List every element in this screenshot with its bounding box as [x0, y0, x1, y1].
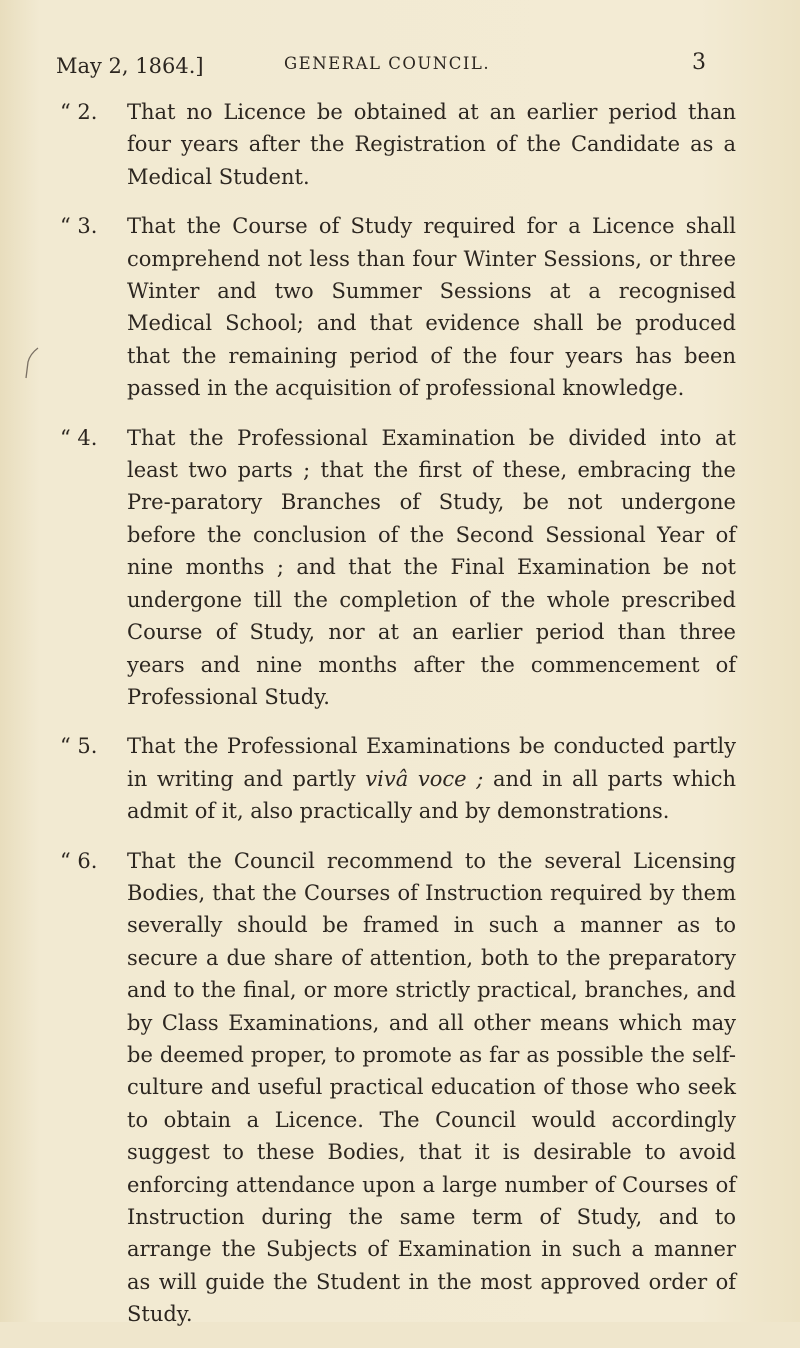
resolution-number: “ 2. [60, 100, 98, 124]
resolution-text-after: and in all parts which admit of it, also practically and by demonstrations. [127, 766, 737, 824]
latin-phrase: vivâ voce ; [365, 766, 484, 791]
resolution-number: “ 6. [60, 848, 98, 873]
resolution-5 [56, 730, 736, 827]
resolution-number: “ 3. [60, 214, 98, 239]
resolution-number: “ 4. [60, 425, 98, 450]
margin-pencil-mark-icon [22, 344, 42, 384]
resolution-text: That the Council recommend to the several Licensing Bodies, that the Courses of Instruction required by them severally should be framed in such a manner as to secure a due share of attention, both to the preparatory and to the final, or more strictly practical, branches, and by Class Examinations, and all other means which may be deemed proper, to promote as far as possible the self-culture and useful practical education of those who seek to obtain a Licence. The Council would accordingly suggest to these Bodies, that it is desirable to avoid enforcing attendance upon a large number of Courses of Instruction during the same term of Study, and to arrange the Subjects of Examination in such a manner as will guide the Student in the most approved order of Study. [127, 848, 736, 1327]
running-head [56, 44, 706, 78]
resolution-3 [56, 210, 736, 404]
resolution-text-before: That the Professional Examinations be conducted partly in writing and partly [127, 734, 736, 791]
resolutions-list [56, 96, 736, 1348]
page-number: 3 [692, 50, 706, 75]
resolution-number: “ 5. [60, 734, 98, 759]
resolution-6 [56, 845, 736, 1331]
resolution-text: That the Professional Examination be divided into at least two parts ; that the first of these, embracing the Pre-paratory Branches of Study, be not undergone before the conclusion of the Second Sessional Year of nine months ; and that the Final Examination be not undergone till the completion of the whole prescribed Course of Study, nor at an earlier period than three years and nine months after the commencement of Professional Study. [127, 425, 736, 709]
resolution-text: That no Licence be obtained at an earlier period than four years after the Registration of the Candidate as a Medical Student. [127, 100, 736, 189]
header-date: May 2, 1864.] [56, 54, 204, 78]
header-title: GENERAL COUNCIL. [284, 54, 491, 73]
resolution-text: That the Course of Study required for a Licence shall comprehend not less than four Winter Sessions, or three Winter and two Summer Sessions at a recognised Medical School; and that evidence shall be produced that the remaining period of the four years has been passed in the acquisition of professional knowledge. [127, 214, 736, 401]
resolution-2 [56, 96, 736, 193]
resolution-text [127, 730, 736, 827]
resolution-4 [56, 422, 736, 714]
